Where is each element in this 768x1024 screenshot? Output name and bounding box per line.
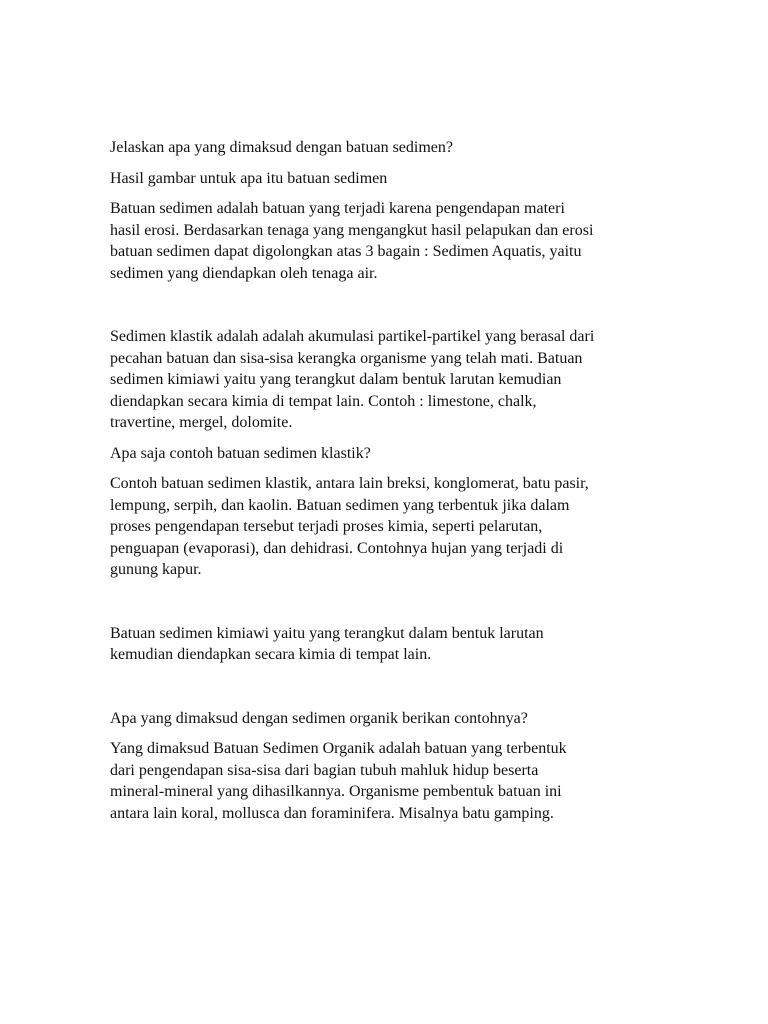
text-line: sedimen yang diendapkan oleh tenaga air. (110, 264, 378, 282)
paragraph-definition (110, 198, 670, 284)
paragraph-klastik (110, 326, 670, 434)
text-line: Apa saja contoh batuan sedimen klastik? (110, 444, 371, 462)
text-line: Apa yang dimaksud dengan sedimen organik berikan contohnya? (110, 709, 528, 727)
text-line: proses pengendapan tersebut terjadi proses kimia, seperti pelarutan, (110, 518, 543, 535)
text-line: Batuan sedimen kimiawi yaitu yang terangkut dalam bentuk larutan (110, 624, 544, 642)
text-line: mineral-mineral yang dihasilkannya. Organisme pembentuk batuan ini (110, 783, 562, 800)
image-caption (110, 168, 670, 190)
paragraph-spacer (110, 293, 670, 326)
text-line: hasil erosi. Berdasarkan tenaga yang mengangkut hasil pelapukan dan erosi (110, 221, 594, 239)
question-heading-1 (110, 137, 670, 159)
question-heading-3 (110, 708, 670, 730)
text-line: travertine, mergel, dolomite. (110, 414, 293, 431)
paragraph-spacer (110, 675, 670, 708)
text-line: batuan sedimen dapat digolongkan atas 3 bagain : Sedimen Aquatis, yaitu (110, 243, 582, 260)
question-heading-2 (110, 443, 670, 465)
text-line: Contoh batuan sedimen klastik, antara lain breksi, konglomerat, batu pasir, (110, 475, 589, 492)
paragraph-spacer (110, 590, 670, 623)
paragraph-kimiawi (110, 623, 670, 666)
document-body (110, 137, 670, 833)
text-line: lempung, serpih, dan kaolin. Batuan sedimen yang terbentuk jika dalam (110, 496, 570, 514)
text-line: diendapkan secara kimia di tempat lain. Contoh : limestone, chalk, (110, 392, 537, 410)
text-line: Jelaskan apa yang dimaksud dengan batuan sedimen? (110, 139, 453, 156)
text-line: Sedimen klastik adalah adalah akumulasi partikel-partikel yang berasal dari (110, 328, 595, 345)
text-line: pecahan batuan dan sisa-sisa kerangka organisme yang telah mati. Batuan (110, 349, 583, 367)
text-line: gunung kapur. (110, 561, 202, 578)
text-line: kemudian diendapkan secara kimia di tempat lain. (110, 646, 432, 663)
text-line: dari pengendapan sisa-sisa dari bagian tubuh mahluk hidup beserta (110, 761, 539, 779)
text-line: Yang dimaksud Batuan Sedimen Organik adalah batuan yang terbentuk (110, 740, 567, 757)
text-line: antara lain koral, mollusca dan foraminifera. Misalnya batu gamping. (110, 804, 554, 822)
paragraph-organik (110, 738, 670, 824)
text-line: penguapan (evaporasi), dan dehidrasi. Contohnya hujan yang terjadi di (110, 539, 564, 557)
text-line: sedimen kimiawi yaitu yang terangkut dalam bentuk larutan kemudian (110, 371, 562, 388)
paragraph-contoh-klastik (110, 473, 670, 581)
text-line: Batuan sedimen adalah batuan yang terjadi karena pengendapan materi (110, 200, 565, 217)
text-line: Hasil gambar untuk apa itu batuan sedimen (110, 169, 388, 187)
